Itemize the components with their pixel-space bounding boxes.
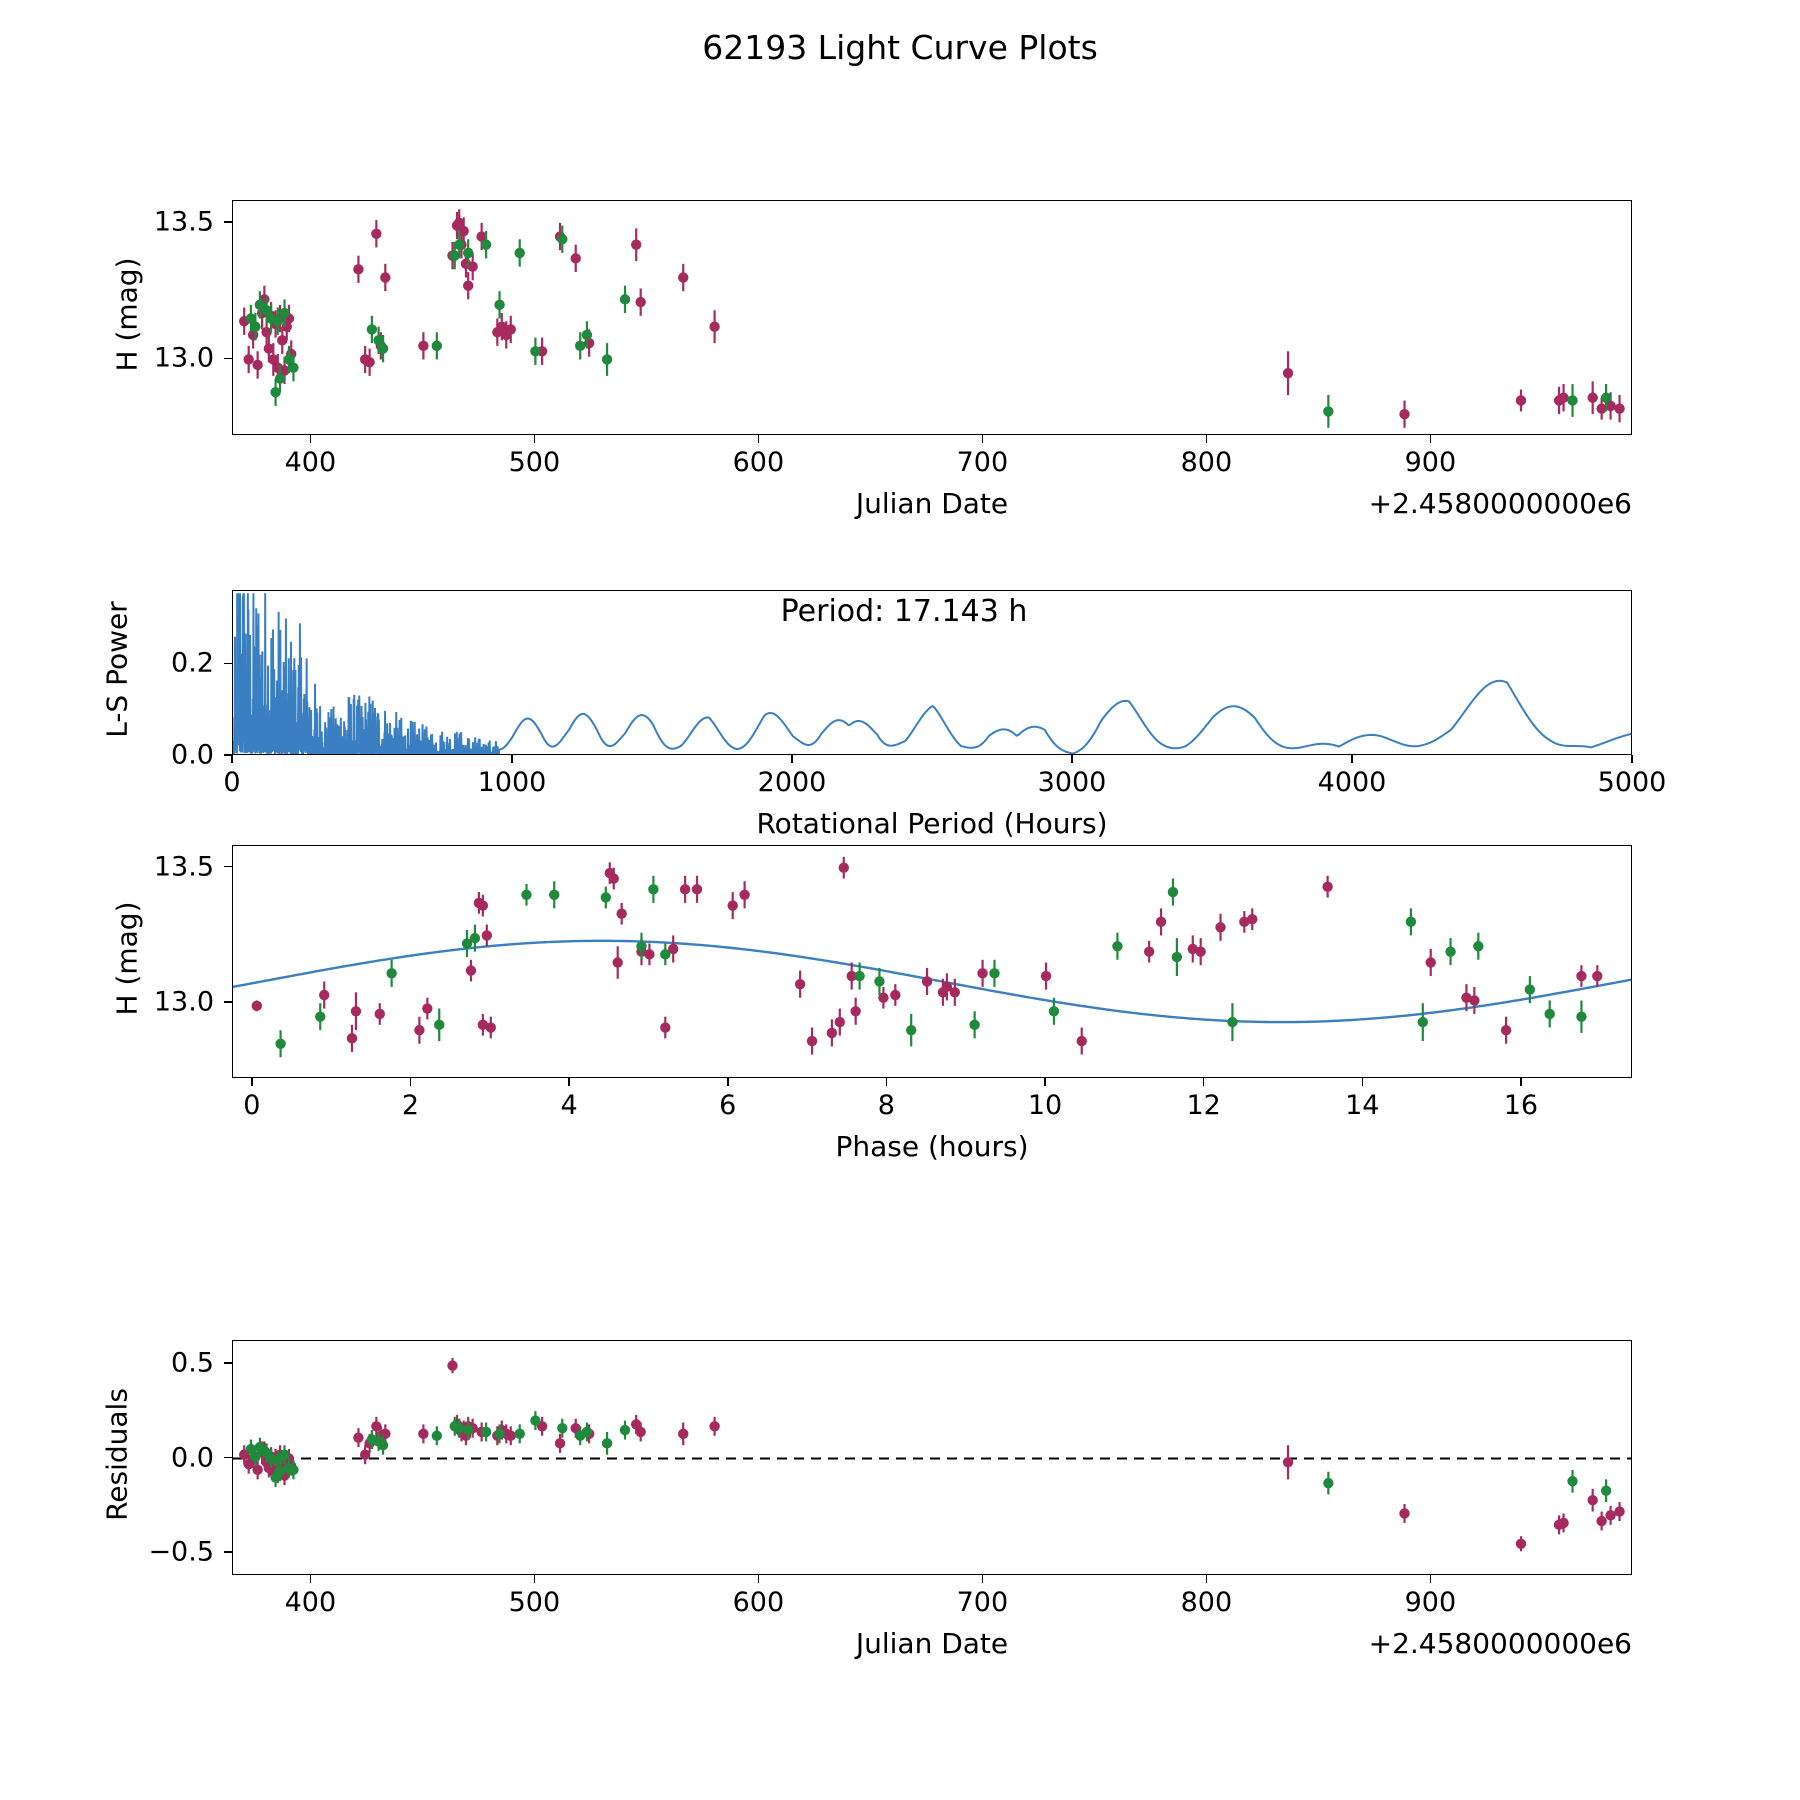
x-tick — [1071, 755, 1073, 763]
periodogram-ylabel: L-S Power — [100, 600, 134, 738]
x-tick-label: 10 — [1027, 1090, 1063, 1121]
residuals-xlabel: Julian Date — [855, 1627, 1009, 1660]
x-tick-label: 0 — [243, 1090, 261, 1121]
x-tick — [1520, 1078, 1522, 1086]
residuals-x-offset: +2.4580000000e6 — [1368, 1627, 1632, 1660]
x-tick-label: 400 — [284, 447, 337, 478]
x-tick-label: 500 — [508, 447, 561, 478]
x-tick — [1430, 435, 1432, 443]
y-tick — [224, 1001, 232, 1003]
x-tick — [1203, 1078, 1205, 1086]
y-tick-label: 13.0 — [153, 342, 214, 374]
x-tick-label: 2000 — [757, 767, 827, 798]
periodogram-xlabel: Rotational Period (Hours) — [756, 807, 1108, 840]
x-tick — [568, 1078, 570, 1086]
residuals-data-layer — [233, 1341, 1632, 1575]
phased-ylabel: H (mag) — [110, 901, 144, 1016]
x-tick — [1044, 1078, 1046, 1086]
x-tick — [727, 1078, 729, 1086]
x-tick-label: 700 — [956, 447, 1009, 478]
x-tick — [886, 1078, 888, 1086]
x-tick-label: 16 — [1503, 1090, 1539, 1121]
x-tick — [534, 1575, 536, 1583]
series-series_b — [246, 1411, 1612, 1502]
x-tick-label: 900 — [1404, 447, 1457, 478]
x-tick-label: 5000 — [1597, 767, 1667, 798]
lightcurve-xlabel: Julian Date — [855, 487, 1009, 520]
y-tick — [224, 221, 232, 223]
y-tick-label: 0.2 — [171, 647, 214, 679]
y-tick-label: −0.5 — [148, 1536, 214, 1568]
x-tick-label: 2 — [401, 1090, 420, 1121]
y-tick — [224, 663, 232, 665]
y-tick — [224, 1551, 232, 1553]
page-title: 62193 Light Curve Plots — [702, 28, 1098, 67]
x-tick-label: 800 — [1180, 1587, 1233, 1618]
x-tick-label: 8 — [877, 1090, 895, 1121]
x-tick — [410, 1078, 412, 1086]
x-tick-label: 1000 — [477, 767, 547, 798]
x-tick-label: 800 — [1180, 447, 1233, 478]
x-tick — [758, 435, 760, 443]
x-tick — [1631, 755, 1633, 763]
x-tick-label: 3000 — [1037, 767, 1107, 798]
x-tick-label: 4 — [560, 1090, 578, 1121]
x-tick-label: 700 — [956, 1587, 1009, 1618]
x-tick-label: 12 — [1186, 1090, 1221, 1121]
x-tick — [982, 435, 984, 443]
period-annotation: Period: 17.143 h — [780, 594, 1028, 629]
x-tick — [251, 1078, 253, 1086]
x-tick — [982, 1575, 984, 1583]
y-tick — [224, 1457, 232, 1459]
x-tick-label: 900 — [1404, 1587, 1457, 1618]
lightcurve-ylabel: H (mag) — [110, 257, 144, 372]
y-tick — [224, 866, 232, 868]
y-tick — [224, 358, 232, 360]
x-tick-label: 4000 — [1317, 767, 1387, 798]
x-tick-label: 0 — [223, 767, 241, 798]
y-tick-label: 0.0 — [171, 1442, 214, 1473]
x-tick-label: 600 — [732, 1587, 785, 1618]
x-tick-label: 600 — [732, 447, 785, 478]
phased-xlabel: Phase (hours) — [835, 1130, 1029, 1163]
x-tick — [511, 755, 513, 763]
y-tick-label: 0.0 — [171, 739, 214, 771]
y-tick — [224, 1362, 232, 1364]
x-tick — [231, 755, 233, 763]
x-tick — [1430, 1575, 1432, 1583]
x-tick-label: 14 — [1345, 1090, 1380, 1121]
residuals-ylabel: Residuals — [100, 1387, 134, 1521]
x-tick — [534, 435, 536, 443]
x-tick-label: 6 — [719, 1090, 737, 1121]
lightcurve-x-offset: +2.4580000000e6 — [1368, 487, 1632, 520]
series-series_a — [239, 1358, 1625, 1551]
x-tick — [1206, 1575, 1208, 1583]
x-tick — [310, 1575, 312, 1583]
residuals-plot-area — [232, 1340, 1632, 1575]
y-tick — [224, 754, 232, 756]
y-tick-label: 13.5 — [153, 851, 214, 883]
x-tick-label: 500 — [508, 1587, 561, 1618]
y-tick-label: 13.5 — [153, 206, 214, 238]
y-tick-label: 13.0 — [153, 986, 214, 1018]
x-tick — [1362, 1078, 1364, 1086]
x-tick — [758, 1575, 760, 1583]
x-tick — [1351, 755, 1353, 763]
y-tick-label: 0.5 — [171, 1347, 214, 1379]
x-tick-label: 400 — [284, 1587, 337, 1618]
x-tick — [1206, 435, 1208, 443]
x-tick — [791, 755, 793, 763]
x-tick — [310, 435, 312, 443]
